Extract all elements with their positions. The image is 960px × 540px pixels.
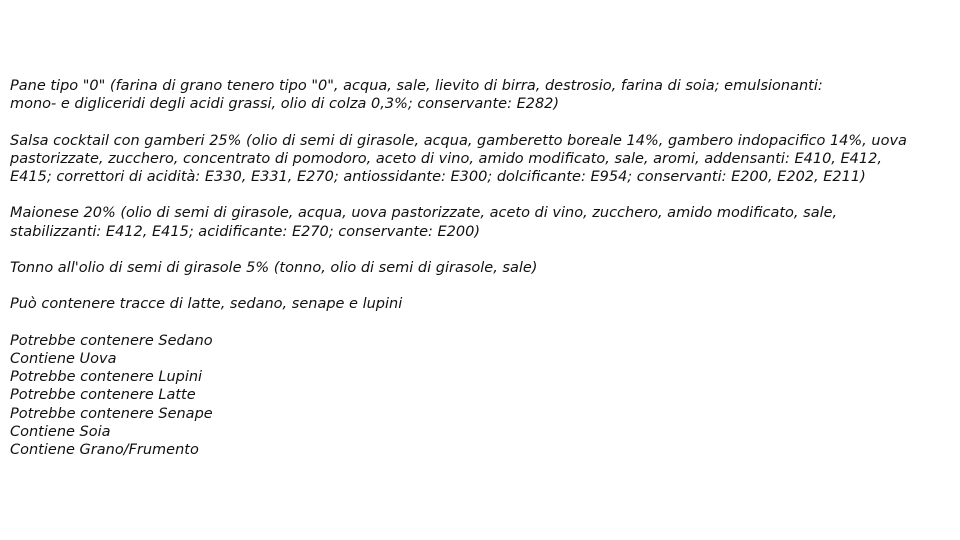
text-line: Salsa cocktail con gamberi 25% (olio di semi di girasole, acqua, gamberetto boreale 14%, gambero indopacifico 14%, uova bbox=[10, 132, 907, 149]
text-line: pastorizzate, zucchero, concentrato di pomodoro, aceto di vino, amido modificato, sale, aromi, addensanti: E410, E412, bbox=[10, 150, 882, 167]
text-line: Pane tipo "0" (farina di grano tenero tipo "0", acqua, sale, lievito di birra, destrosio, farina di soia; emulsionanti: bbox=[10, 78, 823, 94]
allergen-item: Potrebbe contenere Sedano bbox=[10, 332, 213, 349]
text-line: stabilizzanti: E412, E415; acidificante: E270; conservante: E200) bbox=[10, 223, 480, 240]
ingredient-paragraph-mayonnaise bbox=[10, 204, 950, 240]
allergen-list bbox=[10, 332, 950, 459]
text-line: mono- e digliceridi degli acidi grassi, olio di colza 0,3%; conservante: E282) bbox=[10, 96, 560, 113]
allergen-item: Potrebbe contenere Senape bbox=[10, 405, 213, 422]
allergen-item: Contiene Soia bbox=[10, 423, 111, 440]
allergen-item: Contiene Uova bbox=[10, 350, 117, 367]
allergen-item: Contiene Grano/Frumento bbox=[10, 441, 199, 458]
trace-warning bbox=[10, 295, 950, 313]
text-line: Può contenere tracce di latte, sedano, senape e lupini bbox=[10, 296, 403, 313]
ingredient-paragraph-cocktail-sauce bbox=[10, 132, 950, 187]
text-line: E415; correttori di acidità: E330, E331, E270; antiossidante: E300; dolcificante: E954; conservanti: E200, E202, E211) bbox=[10, 169, 866, 185]
text-line: Tonno all'olio di semi di girasole 5% (tonno, olio di semi di girasole, sale) bbox=[10, 259, 538, 276]
allergen-item: Potrebbe contenere Lupini bbox=[10, 369, 203, 386]
allergen-item: Potrebbe contenere Latte bbox=[10, 387, 196, 404]
text-line: Maionese 20% (olio di semi di girasole, acqua, uova pastorizzate, aceto di vino, zucchero, amido modificato, sale, bbox=[10, 205, 838, 222]
ingredient-paragraph-tuna bbox=[10, 259, 950, 277]
ingredient-paragraph-bread bbox=[10, 77, 950, 113]
